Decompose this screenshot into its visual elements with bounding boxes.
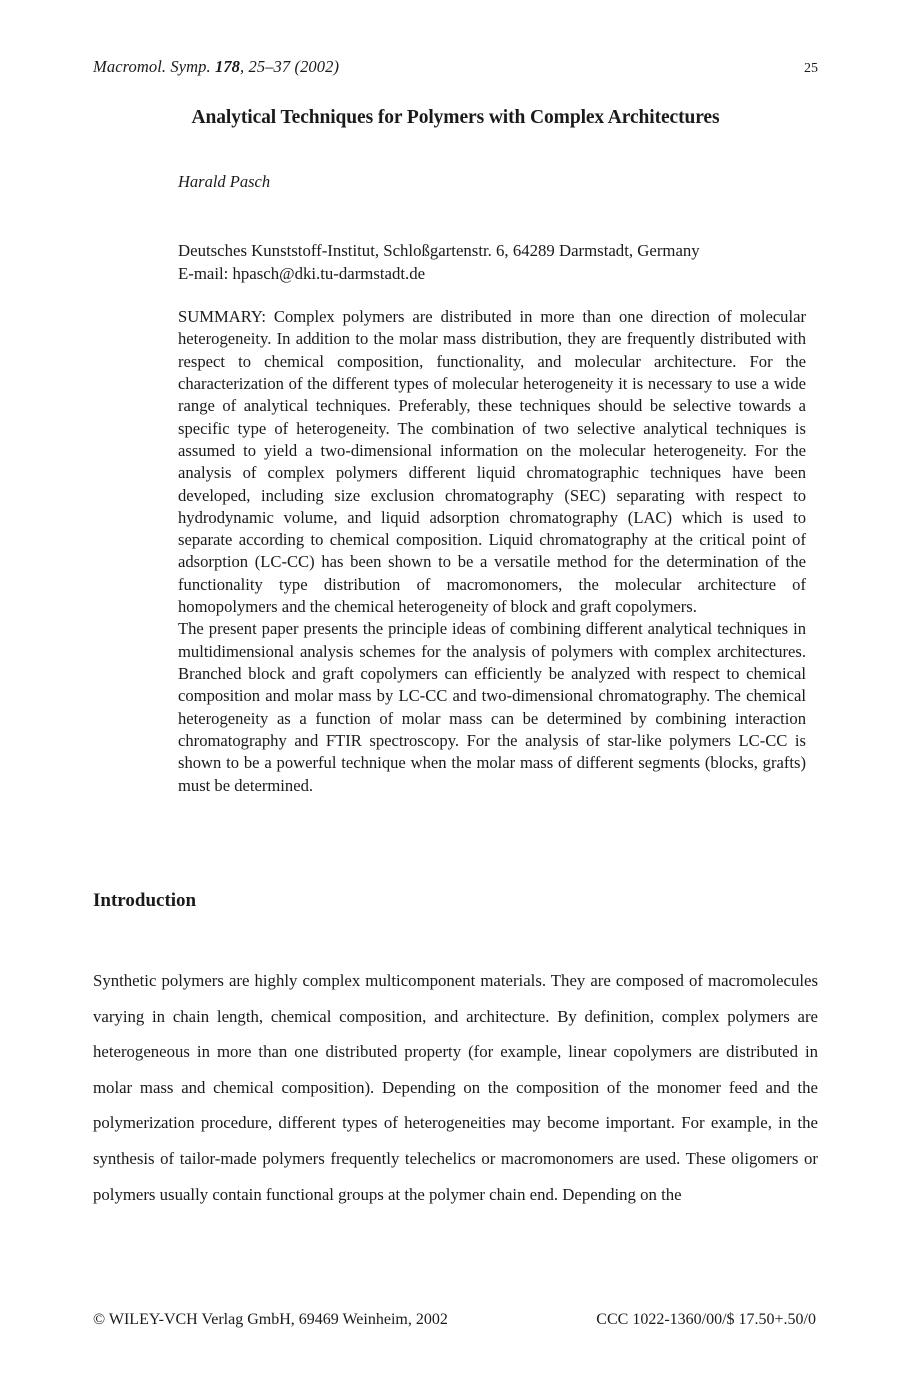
page-number: 25: [804, 61, 818, 76]
author-name: Harald Pasch: [178, 172, 271, 191]
author-affiliation: [178, 240, 818, 286]
journal-pages-year: , 25–37 (2002): [240, 57, 340, 76]
body-paragraph-1: Synthetic polymers are highly complex multicomponent materials. They are composed of macromolecules varying in chain length, chemical composition, and architecture. By definition, complex polymers are heterogeneous in more than one distributed property (for example, linear copolymers are distributed in molar mass and chemical composition). Depending on the composition of the monomer feed and the polymerization procedure, different types of heterogeneities may become important. For example, in the synthesis of tailor-made polymers frequently telechelics or macromonomers are used. These oligomers or polymers usually contain functional groups at the polymer chain end. Depending on the: [93, 971, 818, 1204]
affiliation-email: E-mail: hpasch@dki.tu-darmstadt.de: [178, 263, 426, 283]
affiliation-address: Deutsches Kunststoff-Institut, Schloßgartenstr. 6, 64289 Darmstadt, Germany: [178, 241, 700, 260]
abstract-paragraph-2: The present paper presents the principle ideas of combining different analytical techniques in multidimensional analysis schemes for the analysis of polymers with complex architectures. Branched block and graft copolymers can efficiently be analyzed with respect to chemical composition and molar mass by LC-CC and two-dimensional chromatography. The chemical heterogeneity as a function of molar mass can be determined by combining interaction chromatography and FTIR spectroscopy. For the analysis of star-like polymers LC-CC is shown to be a powerful technique when the molar mass of different segments (blocks, grafts) must be determined.: [178, 619, 806, 795]
journal-name: Macromol. Symp.: [93, 57, 211, 76]
page-title: Analytical Techniques for Polymers with Complex Architectures: [191, 107, 720, 128]
journal-volume: 178: [214, 57, 241, 76]
running-head: [93, 57, 818, 77]
section-heading-introduction: Introduction: [93, 890, 197, 911]
ccc-code: CCC 1022-1360/00/$ 17.50+.50/0: [596, 1311, 816, 1328]
abstract-block: [178, 306, 806, 797]
journal-reference: [93, 57, 339, 77]
abstract-paragraph-1: SUMMARY: Complex polymers are distributed in more than one direction of molecular heterogeneity. In addition to the molar mass distribution, they are frequently distributed with respect to chemical composition, functionality, and molecular architecture. For the characterization of the different types of molecular heterogeneity it is necessary to use a wide range of analytical techniques. Preferably, these techniques should be selective towards a specific type of heterogeneity. The combination of two selective analytical techniques is assumed to yield a two-dimensional information on the molecular heterogeneity. For the analysis of complex polymers different liquid chromatographic techniques have been developed, including size exclusion chromatography (SEC) separating with respect to hydrodynamic volume, and liquid adsorption chromatography (LAC) which is used to separate according to chemical composition. Liquid chromatography at the critical point of adsorption (LC-CC) has been shown to be a versatile method for the determination of the functionality type distribution of macromonomers, the molecular architecture of homopolymers and the chemical heterogeneity of block and graft copolymers.: [178, 307, 806, 617]
page-footer: [93, 1311, 818, 1329]
copyright-notice: © WILEY-VCH Verlag GmbH, 69469 Weinheim, 2002: [93, 1311, 448, 1328]
body-text-block: [93, 963, 818, 1212]
